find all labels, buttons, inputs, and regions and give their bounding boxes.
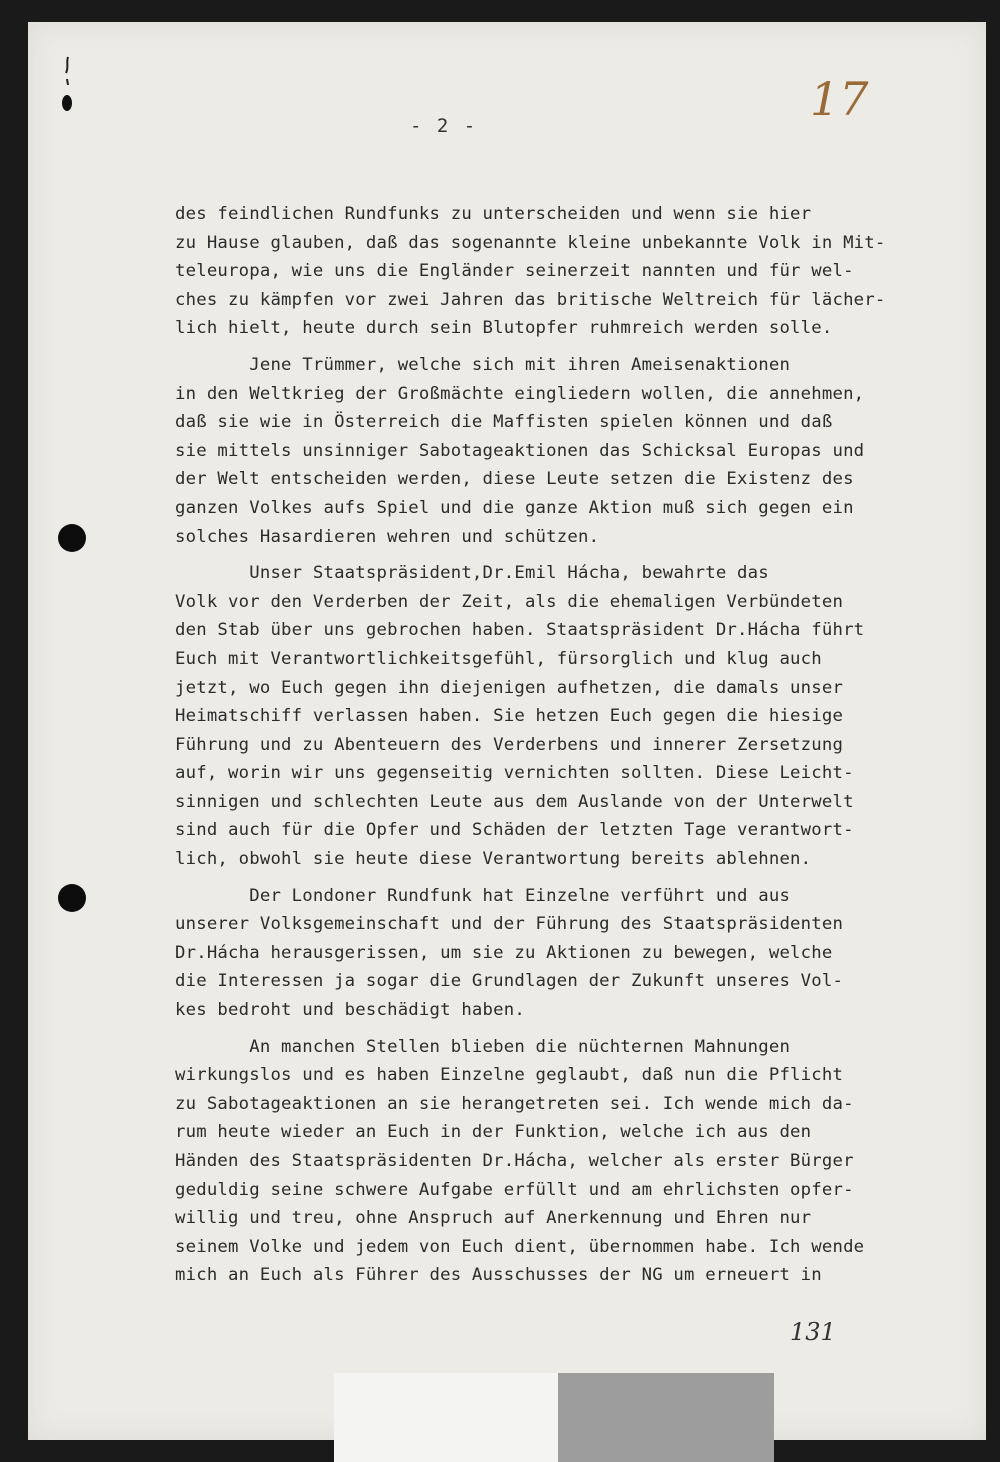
punch-hole-top [58, 524, 86, 552]
ink-mark [60, 55, 74, 115]
text-line: Der Londoner Rundfunk hat Einzelne verführt und aus [175, 885, 791, 906]
text-line: zu Sabotageaktionen an sie herangetreten sei. Ich wende mich da- [175, 1093, 854, 1114]
text-line: Volk vor den Verderben der Zeit, als die ehemaligen Verbündeten [175, 591, 844, 612]
text-line: Führung und zu Abenteuern des Verderbens und innerer Zersetzung [175, 734, 844, 755]
text-line: jetzt, wo Euch gegen ihn diejenigen aufhetzen, die damals unser [175, 677, 844, 698]
folio-handwritten: 17 [810, 72, 869, 126]
text-line: zu Hause glauben, daß das sogenannte kleine unbekannte Volk in Mit- [175, 232, 886, 253]
text-line: seinem Volke und jedem von Euch dient, übernommen habe. Ich wende [175, 1236, 865, 1257]
text-line: sinnigen und schlechten Leute aus dem Auslande von der Unterwelt [175, 791, 854, 812]
text-line: auf, worin wir uns gegenseitig vernichten sollten. Diese Leicht- [175, 763, 854, 784]
text-line: Jene Trümmer, welche sich mit ihren Ameisenaktionen [175, 354, 791, 375]
text-line: wirkungslos und es haben Einzelne geglaubt, daß nun die Pflicht [175, 1065, 844, 1086]
paragraph [175, 351, 955, 551]
text-line: den Stab über uns gebrochen haben. Staatspräsident Dr.Hácha führt [175, 620, 865, 641]
calibration-strip-white [334, 1373, 558, 1462]
text-line: kes bedroht und beschädigt haben. [175, 1000, 525, 1021]
text-line: der Welt entscheiden werden, diese Leute setzen die Existenz des [175, 469, 854, 490]
text-line: ganzen Volkes aufs Spiel und die ganze Aktion muß sich gegen ein [175, 497, 854, 518]
calibration-strip-grey [558, 1373, 774, 1462]
text-line: teleuropa, wie uns die Engländer seinerzeit nannten und für wel- [175, 261, 854, 282]
text-line: Unser Staatspräsident,Dr.Emil Hácha, bewahrte das [175, 563, 769, 584]
text-line: mich an Euch als Führer des Ausschusses der NG um erneuert in [175, 1265, 822, 1286]
text-line: willig und treu, ohne Anspruch auf Anerkennung und Ehren nur [175, 1208, 812, 1229]
page-number: - 2 - [410, 115, 478, 137]
text-line: An manchen Stellen blieben die nüchternen Mahnungen [175, 1036, 791, 1057]
paragraph [175, 882, 955, 1025]
paragraph [175, 200, 955, 343]
text-line: die Interessen ja sogar die Grundlagen der Zukunft unseres Vol- [175, 971, 844, 992]
text-line: Händen des Staatspräsidenten Dr.Hácha, welcher als erster Bürger [175, 1151, 854, 1171]
text-line: daß sie wie in Österreich die Maffisten spielen können und daß [175, 412, 833, 433]
text-line: geduldig seine schwere Aufgabe erfüllt und am ehrlichsten opfer- [175, 1179, 854, 1200]
text-line: sind auch für die Opfer und Schäden der letzten Tage verantwort- [175, 820, 854, 841]
text-line: lich hielt, heute durch sein Blutopfer ruhmreich werden solle. [175, 318, 833, 339]
text-line: unserer Volksgemeinschaft und der Führung des Staatspräsidenten [175, 914, 844, 935]
text-line: Euch mit Verantwortlichkeitsgefühl, fürsorglich und klug auch [175, 648, 822, 669]
text-line: solches Hasardieren wehren und schützen. [175, 526, 600, 547]
text-line: Dr.Hácha herausgerissen, um sie zu Aktionen zu bewegen, welche [175, 942, 833, 963]
text-line: des feindlichen Rundfunks zu unterscheiden und wenn sie hier [175, 204, 812, 224]
text-line: rum heute wieder an Euch in der Funktion, welche ich aus den [175, 1122, 812, 1143]
punch-hole-bottom [58, 884, 86, 912]
document-body [175, 200, 955, 1298]
footer-handwritten-number: 131 [790, 1318, 836, 1346]
text-line: Heimatschiff verlassen haben. Sie hetzen Euch gegen die hiesige [175, 706, 844, 727]
text-line: ches zu kämpfen vor zwei Jahren das britische Weltreich für lächer- [175, 289, 886, 310]
text-line: sie mittels unsinniger Sabotageaktionen das Schicksal Europas und [175, 440, 865, 461]
paragraph [175, 1033, 955, 1290]
paragraph [175, 559, 955, 874]
text-line: lich, obwohl sie heute diese Verantwortung bereits ablehnen. [175, 849, 812, 870]
text-line: in den Weltkrieg der Großmächte eingliedern wollen, die annehmen, [175, 383, 865, 404]
